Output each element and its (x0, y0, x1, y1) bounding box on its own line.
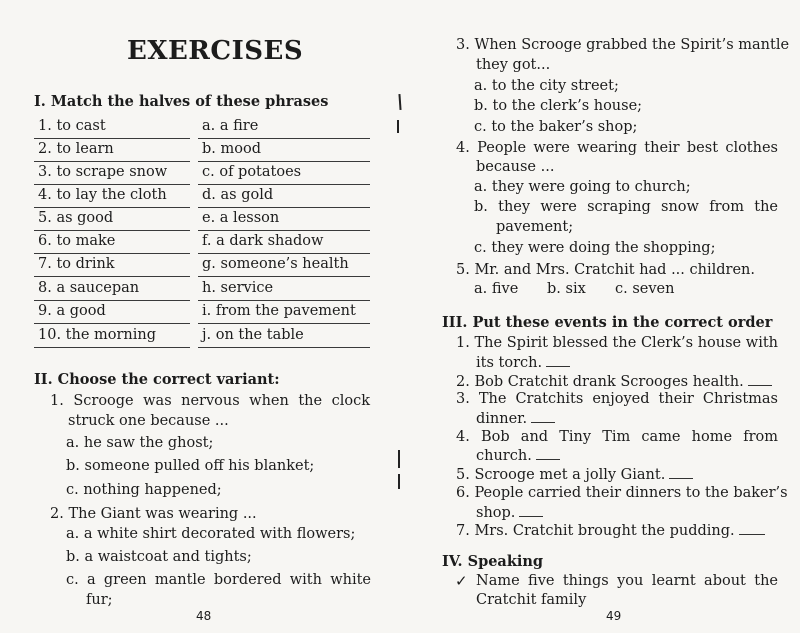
q3-option-a: a. to the city street; (474, 78, 619, 94)
page-title: EXERCISES (127, 36, 304, 66)
match-left-cell: 2. to learn (34, 140, 190, 162)
q4-line1: 4. People were wearing their best clothes (456, 140, 778, 156)
match-right-cell: c. of potatoes (198, 163, 370, 185)
match-right-cell: f. a dark shadow (198, 232, 370, 254)
match-right-cell: g. someone’s health (198, 255, 370, 277)
q4-option-c: c. they were doing the shopping; (474, 240, 716, 256)
right-page (400, 0, 800, 633)
match-right-cell: j. on the table (198, 326, 370, 348)
q4-option-b-line2: pavement; (496, 219, 574, 235)
speaking-item-line1: Name five things you learnt about the (476, 573, 778, 589)
q5-option-c: c. seven (615, 281, 675, 297)
match-right-cell: i. from the pavement (198, 302, 370, 324)
match-right-cell: b. mood (198, 140, 370, 162)
q5-option-b: b. six (547, 281, 586, 297)
match-right-cell: e. a lesson (198, 209, 370, 231)
event-4-line1: 4. Bob and Tiny Tim came home from (456, 429, 778, 445)
q1-option-a: a. he saw the ghost; (66, 435, 214, 451)
match-right-cell: h. service (198, 279, 370, 301)
match-left-cell: 5. as good (34, 209, 190, 231)
q3-option-b: b. to the clerk’s house; (474, 98, 643, 114)
match-right-cell: a. a fire (198, 117, 370, 139)
q1-option-c: c. nothing happened; (66, 482, 222, 498)
match-left-cell: 3. to scrape snow (34, 163, 190, 185)
event-4-line2: church. (476, 447, 560, 464)
event-7: 7. Mrs. Cratchit brought the pudding. (456, 522, 765, 539)
section-1-heading: I. Match the halves of these phrases (34, 93, 329, 110)
match-left-cell: 10. the morning (34, 326, 190, 348)
section-4-heading: IV. Speaking (442, 553, 544, 570)
q3-option-c: c. to the baker’s shop; (474, 119, 638, 135)
section-3-heading: III. Put these events in the correct order (442, 314, 773, 331)
page-number-left: 48 (196, 609, 212, 623)
q2-option-b: b. a waistcoat and tights; (66, 549, 252, 565)
answer-blank[interactable] (739, 522, 765, 535)
event-5: 5. Scrooge met a jolly Giant. (456, 466, 693, 483)
answer-blank[interactable] (669, 466, 693, 479)
q3-line2: they got... (476, 57, 551, 73)
q2-option-c-line2: fur; (86, 592, 113, 608)
answer-blank[interactable] (519, 504, 543, 517)
q5-option-a: a. five (474, 281, 519, 297)
q1-line1: 1. Scrooge was nervous when the clock (50, 393, 370, 409)
section-2-heading: II. Choose the correct variant: (34, 371, 280, 388)
event-3-line2: dinner. (476, 410, 555, 427)
q1-option-b: b. someone pulled off his blanket; (66, 458, 315, 474)
q5-line1: 5. Mr. and Mrs. Cratchit had ... children. (456, 262, 755, 278)
answer-blank[interactable] (536, 447, 560, 460)
page-number-right: 49 (606, 609, 622, 623)
speaking-item-line2: Cratchit family (476, 592, 587, 608)
answer-blank[interactable] (748, 373, 772, 386)
match-left-cell: 8. a saucepan (34, 279, 190, 301)
answer-blank[interactable] (546, 354, 570, 367)
match-left-cell: 9. a good (34, 302, 190, 324)
match-left-cell: 1. to cast (34, 117, 190, 139)
q4-option-a: a. they were going to church; (474, 179, 691, 195)
margin-mark (397, 120, 399, 133)
match-left-cell: 6. to make (34, 232, 190, 254)
q1-line2: struck one because ... (68, 413, 229, 429)
q2-option-c-line1: c. a green mantle bordered with white (66, 572, 371, 588)
event-1-line2: its torch. (476, 354, 570, 371)
event-6-line2: shop. (476, 504, 543, 521)
event-3-line1: 3. The Cratchits enjoyed their Christmas (456, 391, 778, 407)
answer-blank[interactable] (531, 410, 555, 423)
q3-line1: 3. When Scrooge grabbed the Spirit’s mantle (456, 37, 790, 53)
checkmark-icon: ✓ (455, 572, 468, 590)
match-left-cell: 7. to drink (34, 255, 190, 277)
q2-option-a: a. a white shirt decorated with flowers; (66, 526, 356, 542)
q4-line2: because ... (476, 159, 555, 175)
event-2: 2. Bob Cratchit drank Scrooges health. (456, 373, 772, 390)
event-1-line1: 1. The Spirit blessed the Clerk’s house with (456, 335, 778, 351)
match-right-cell: d. as gold (198, 186, 370, 208)
q2-line1: 2. The Giant was wearing ... (50, 506, 257, 522)
event-6-line1: 6. People carried their dinners to the baker’s (456, 485, 788, 501)
match-left-cell: 4. to lay the cloth (34, 186, 190, 208)
q4-option-b-line1: b. they were scraping snow from the (474, 199, 778, 215)
